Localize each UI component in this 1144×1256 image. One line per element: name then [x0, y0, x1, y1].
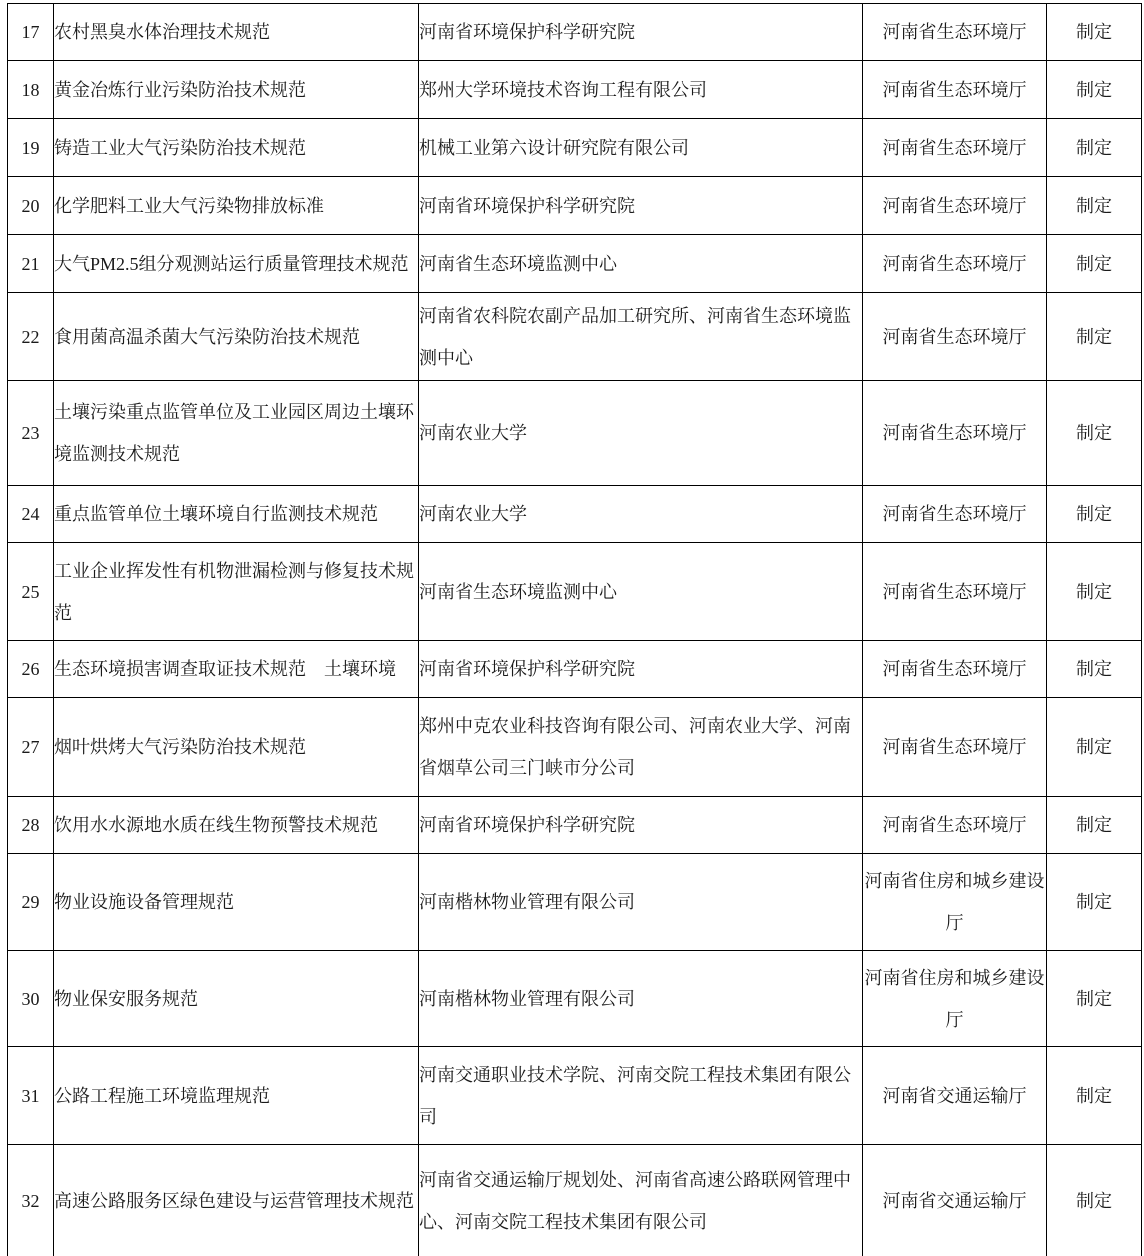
drafting-organization-cell: 河南省生态环境监测中心 [419, 543, 863, 641]
plan-type-cell: 制定 [1047, 235, 1142, 293]
plan-type-cell: 制定 [1047, 61, 1142, 119]
table-row [8, 486, 1142, 543]
competent-department-cell: 河南省生态环境厅 [863, 4, 1047, 61]
row-number-cell: 23 [8, 381, 54, 486]
standard-name-cell: 物业设施设备管理规范 [54, 854, 419, 951]
standard-name-cell: 化学肥料工业大气污染物排放标准 [54, 177, 419, 235]
plan-type-cell: 制定 [1047, 797, 1142, 854]
standard-name-cell: 黄金冶炼行业污染防治技术规范 [54, 61, 419, 119]
standard-name-cell: 饮用水水源地水质在线生物预警技术规范 [54, 797, 419, 854]
drafting-organization-cell: 河南省环境保护科学研究院 [419, 641, 863, 698]
competent-department-cell: 河南省生态环境厅 [863, 177, 1047, 235]
row-number-cell: 20 [8, 177, 54, 235]
drafting-organization-cell: 郑州大学环境技术咨询工程有限公司 [419, 61, 863, 119]
table-row [8, 293, 1142, 381]
plan-type-cell: 制定 [1047, 543, 1142, 641]
standard-name-cell: 烟叶烘烤大气污染防治技术规范 [54, 698, 419, 797]
plan-type-cell: 制定 [1047, 119, 1142, 177]
plan-type-cell: 制定 [1047, 4, 1142, 61]
competent-department-cell: 河南省住房和城乡建设厅 [863, 951, 1047, 1047]
competent-department-cell: 河南省交通运输厅 [863, 1145, 1047, 1256]
plan-type-cell: 制定 [1047, 1047, 1142, 1145]
drafting-organization-cell: 河南省生态环境监测中心 [419, 235, 863, 293]
drafting-organization-cell: 河南省环境保护科学研究院 [419, 177, 863, 235]
competent-department-cell: 河南省生态环境厅 [863, 641, 1047, 698]
drafting-organization-cell: 河南交通职业技术学院、河南交院工程技术集团有限公司 [419, 1047, 863, 1145]
standard-name-cell: 重点监管单位土壤环境自行监测技术规范 [54, 486, 419, 543]
standard-name-cell: 生态环境损害调查取证技术规范 土壤环境 [54, 641, 419, 698]
competent-department-cell: 河南省生态环境厅 [863, 486, 1047, 543]
table-row [8, 381, 1142, 486]
drafting-organization-cell: 河南省交通运输厅规划处、河南省高速公路联网管理中心、河南交院工程技术集团有限公司 [419, 1145, 863, 1256]
row-number-cell: 30 [8, 951, 54, 1047]
plan-type-cell: 制定 [1047, 854, 1142, 951]
row-number-cell: 21 [8, 235, 54, 293]
drafting-organization-cell: 河南省环境保护科学研究院 [419, 797, 863, 854]
standards-table-body [8, 4, 1142, 1256]
plan-type-cell: 制定 [1047, 177, 1142, 235]
competent-department-cell: 河南省生态环境厅 [863, 381, 1047, 486]
row-number-cell: 29 [8, 854, 54, 951]
standard-name-cell: 食用菌高温杀菌大气污染防治技术规范 [54, 293, 419, 381]
competent-department-cell: 河南省生态环境厅 [863, 119, 1047, 177]
table-row [8, 61, 1142, 119]
competent-department-cell: 河南省生态环境厅 [863, 61, 1047, 119]
plan-type-cell: 制定 [1047, 293, 1142, 381]
standard-name-cell: 工业企业挥发性有机物泄漏检测与修复技术规范 [54, 543, 419, 641]
competent-department-cell: 河南省生态环境厅 [863, 293, 1047, 381]
table-row [8, 543, 1142, 641]
drafting-organization-cell: 郑州中克农业科技咨询有限公司、河南农业大学、河南省烟草公司三门峡市分公司 [419, 698, 863, 797]
row-number-cell: 24 [8, 486, 54, 543]
row-number-cell: 25 [8, 543, 54, 641]
drafting-organization-cell: 河南楷林物业管理有限公司 [419, 951, 863, 1047]
standard-name-cell: 土壤污染重点监管单位及工业园区周边土壤环境监测技术规范 [54, 381, 419, 486]
drafting-organization-cell: 河南省环境保护科学研究院 [419, 4, 863, 61]
standard-name-cell: 公路工程施工环境监理规范 [54, 1047, 419, 1145]
plan-type-cell: 制定 [1047, 698, 1142, 797]
plan-type-cell: 制定 [1047, 1145, 1142, 1256]
drafting-organization-cell: 河南农业大学 [419, 381, 863, 486]
competent-department-cell: 河南省生态环境厅 [863, 235, 1047, 293]
row-number-cell: 19 [8, 119, 54, 177]
table-row [8, 641, 1142, 698]
row-number-cell: 27 [8, 698, 54, 797]
row-number-cell: 31 [8, 1047, 54, 1145]
table-row [8, 4, 1142, 61]
standards-plan-table-container [7, 3, 1144, 1256]
table-row [8, 698, 1142, 797]
drafting-organization-cell: 机械工业第六设计研究院有限公司 [419, 119, 863, 177]
row-number-cell: 32 [8, 1145, 54, 1256]
standards-plan-table [7, 3, 1142, 1256]
competent-department-cell: 河南省生态环境厅 [863, 543, 1047, 641]
plan-type-cell: 制定 [1047, 951, 1142, 1047]
plan-type-cell: 制定 [1047, 381, 1142, 486]
row-number-cell: 17 [8, 4, 54, 61]
drafting-organization-cell: 河南省农科院农副产品加工研究所、河南省生态环境监测中心 [419, 293, 863, 381]
drafting-organization-cell: 河南楷林物业管理有限公司 [419, 854, 863, 951]
table-row [8, 235, 1142, 293]
table-row [8, 1047, 1142, 1145]
row-number-cell: 28 [8, 797, 54, 854]
competent-department-cell: 河南省住房和城乡建设厅 [863, 854, 1047, 951]
competent-department-cell: 河南省交通运输厅 [863, 1047, 1047, 1145]
table-row [8, 177, 1142, 235]
table-row [8, 1145, 1142, 1256]
standard-name-cell: 农村黑臭水体治理技术规范 [54, 4, 419, 61]
plan-type-cell: 制定 [1047, 641, 1142, 698]
standard-name-cell: 铸造工业大气污染防治技术规范 [54, 119, 419, 177]
row-number-cell: 26 [8, 641, 54, 698]
table-row [8, 119, 1142, 177]
competent-department-cell: 河南省生态环境厅 [863, 797, 1047, 854]
drafting-organization-cell: 河南农业大学 [419, 486, 863, 543]
standard-name-cell: 物业保安服务规范 [54, 951, 419, 1047]
standard-name-cell: 大气PM2.5组分观测站运行质量管理技术规范 [54, 235, 419, 293]
table-row [8, 951, 1142, 1047]
row-number-cell: 18 [8, 61, 54, 119]
competent-department-cell: 河南省生态环境厅 [863, 698, 1047, 797]
table-row [8, 854, 1142, 951]
standard-name-cell: 高速公路服务区绿色建设与运营管理技术规范 [54, 1145, 419, 1256]
plan-type-cell: 制定 [1047, 486, 1142, 543]
table-row [8, 797, 1142, 854]
row-number-cell: 22 [8, 293, 54, 381]
